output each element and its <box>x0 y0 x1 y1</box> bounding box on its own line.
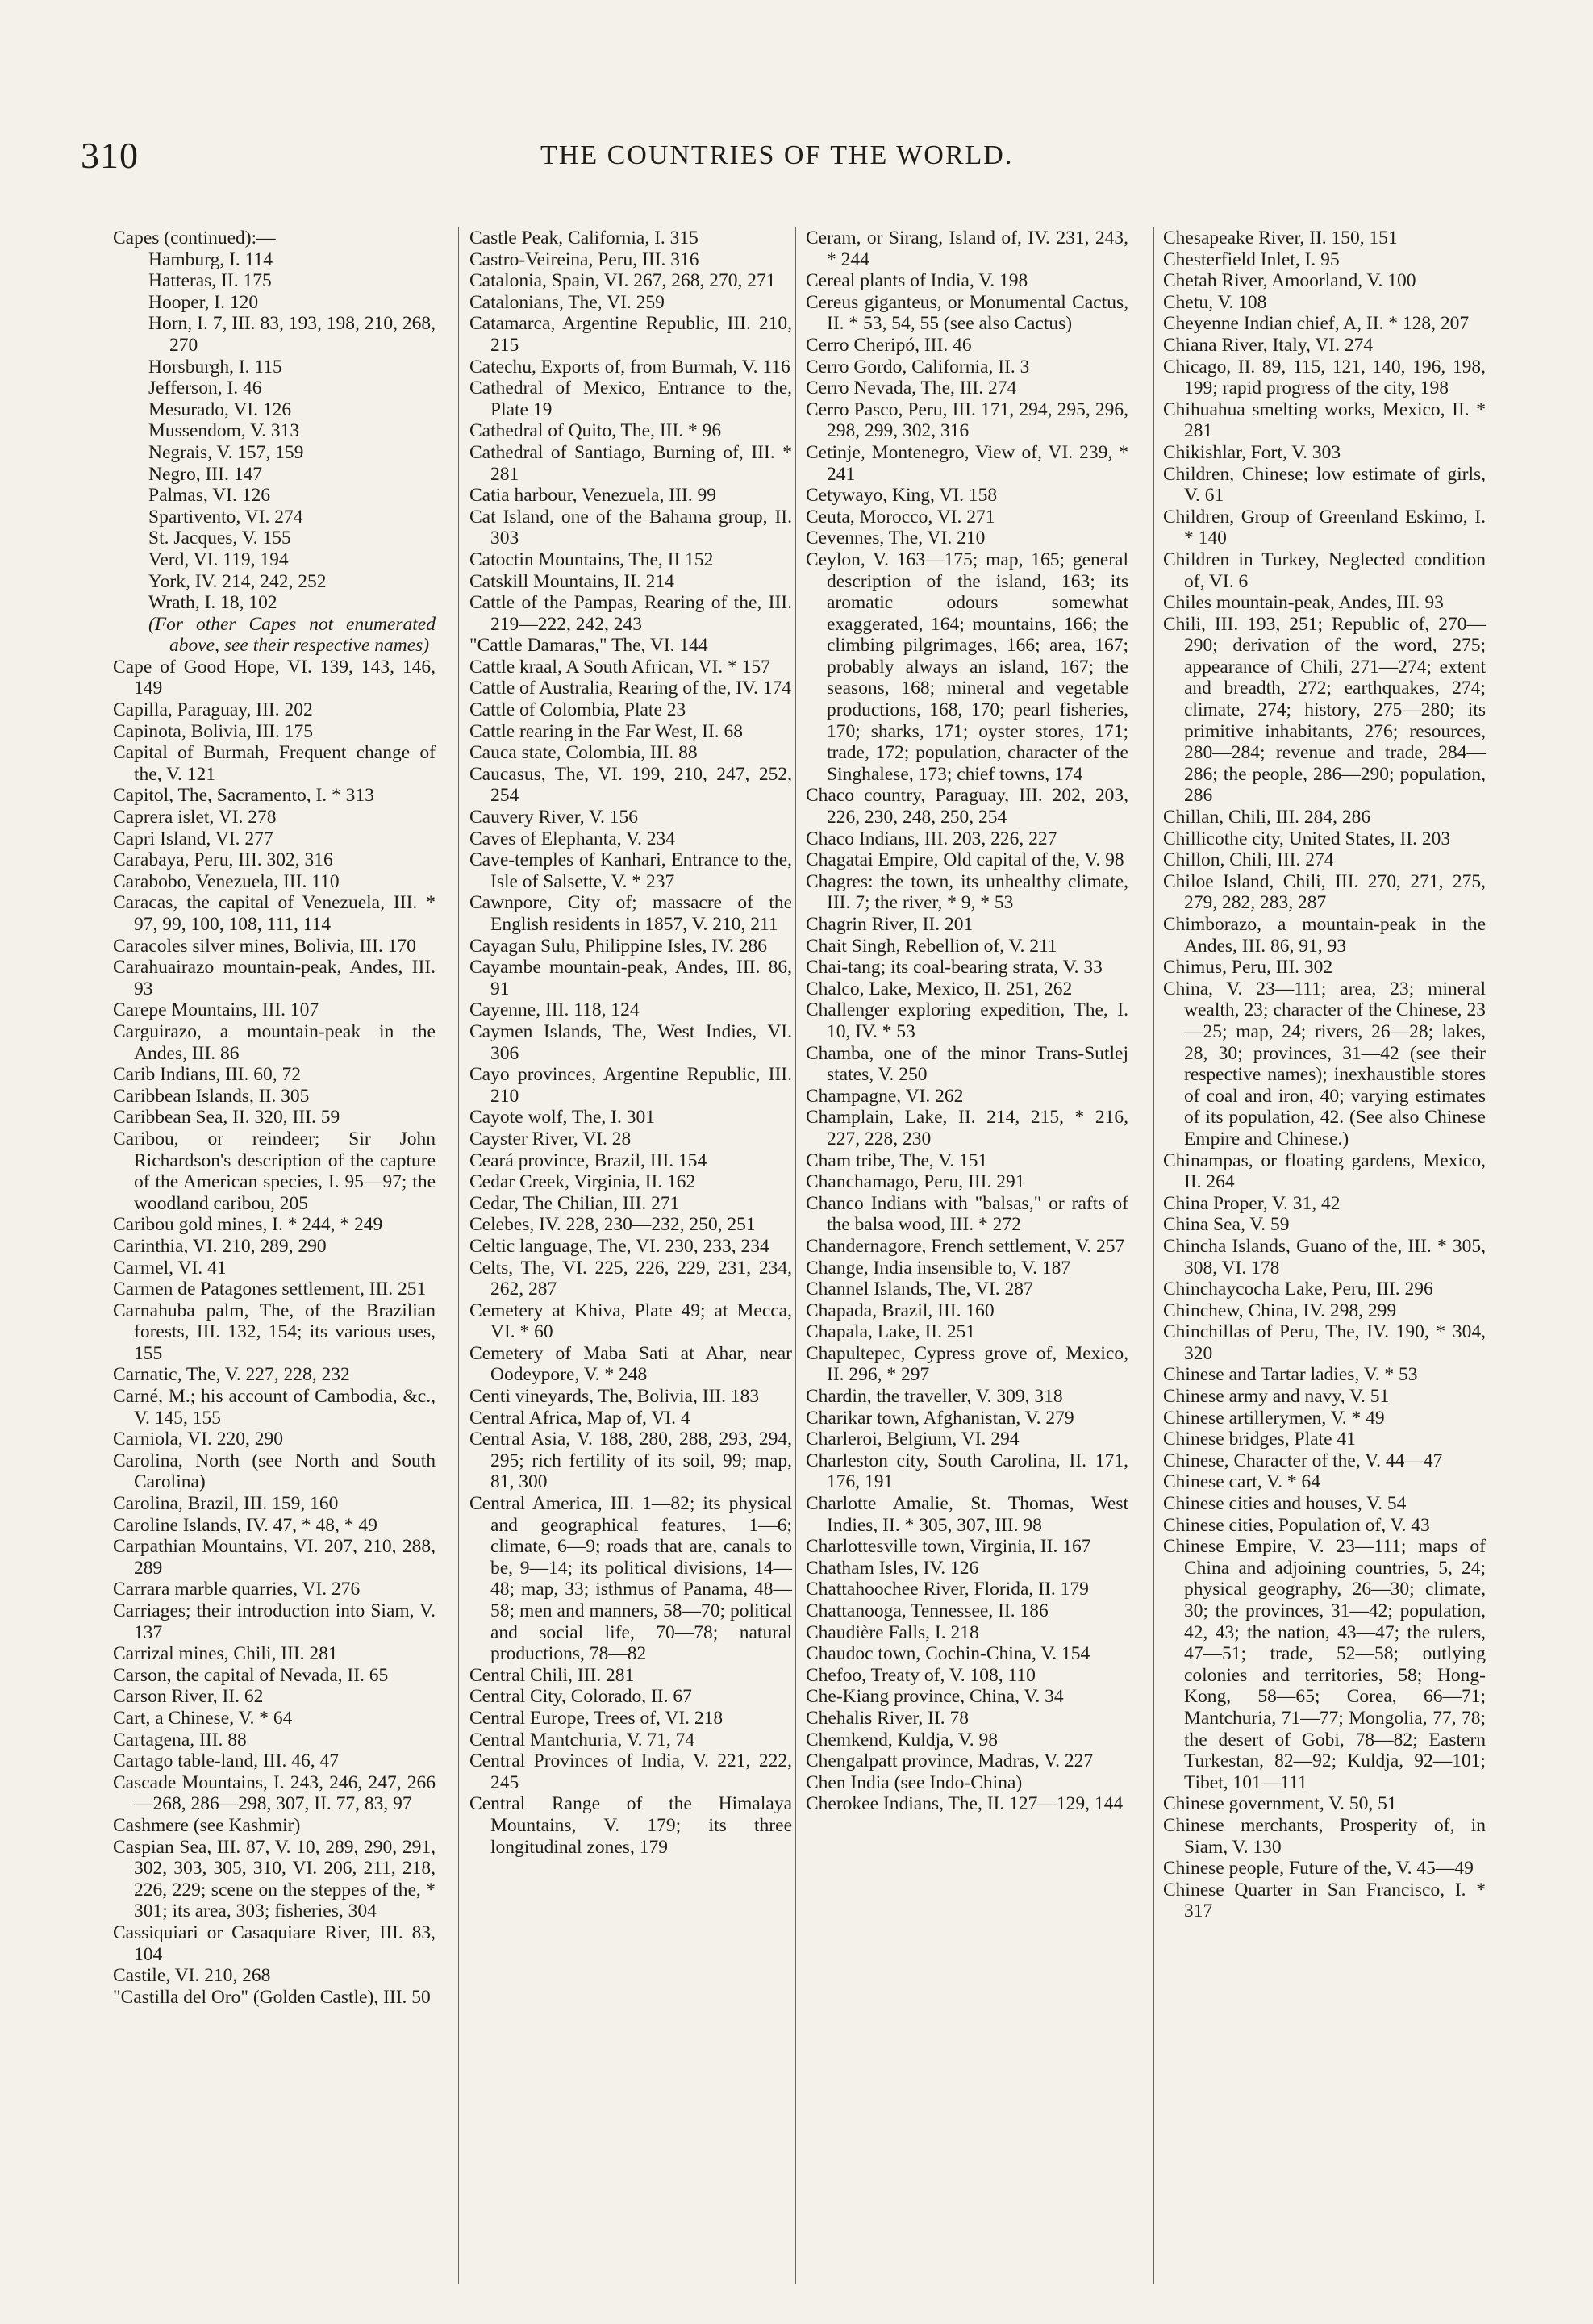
column-rule <box>795 227 796 2284</box>
index-entry: Chihuahua smelting works, Mexico, II. * 281 <box>1163 398 1486 442</box>
index-entry: Chapala, Lake, II. 251 <box>806 1321 976 1343</box>
index-entry: Chesterfield Inlet, I. 95 <box>1163 248 1340 270</box>
index-entry: Che-Kiang province, China, V. 34 <box>806 1686 1064 1708</box>
index-entry: Catamarca, Argentine Republic, III. 210, 215 <box>469 313 792 356</box>
index-entry: Verd, VI. 119, 194 <box>148 549 289 570</box>
index-entry: Chanchamago, Peru, III. 291 <box>806 1171 1025 1193</box>
index-entry: Chattahoochee River, Florida, II. 179 <box>806 1579 1089 1600</box>
index-entry: Cauca state, Colombia, III. 88 <box>469 742 698 764</box>
index-entry: Change, India insensible to, V. 187 <box>806 1257 1071 1279</box>
index-entry: Caribbean Islands, II. 305 <box>113 1085 310 1107</box>
index-entry: Capes (continued):— <box>113 227 276 248</box>
index-entry: Chardin, the traveller, V. 309, 318 <box>806 1386 1063 1408</box>
index-entry: Chicago, II. 89, 115, 121, 140, 196, 198, 199; rapid progress of the city, 198 <box>1163 356 1486 399</box>
page-number: 310 <box>81 135 139 176</box>
index-entry: Charlottesville town, Virginia, II. 167 <box>806 1536 1091 1558</box>
index-entry: Central Provinces of India, V. 221, 222, 245 <box>469 1750 792 1793</box>
index-entry: Cat Island, one of the Bahama group, II. 303 <box>469 506 792 549</box>
index-entry: Chetah River, Amoorland, V. 100 <box>1163 270 1416 292</box>
index-entry: Carabobo, Venezuela, III. 110 <box>113 870 340 892</box>
index-entry: Chaudière Falls, I. 218 <box>806 1621 979 1643</box>
index-entry: Central Europe, Trees of, VI. 218 <box>469 1707 724 1729</box>
index-entry: Chinese, Character of the, V. 44—47 <box>1163 1450 1443 1471</box>
index-entry: Cassiquiari or Casaquiare River, III. 83, 104 <box>113 1921 436 1965</box>
index-entry: Challenger exploring expedition, The, I. 10, IV. * 53 <box>806 999 1128 1042</box>
index-entry: Charleston city, South Carolina, II. 171, 176, 191 <box>806 1450 1128 1493</box>
index-entry: Charleroi, Belgium, VI. 294 <box>806 1429 1020 1450</box>
index-entry: Cereus giganteus, or Monumental Cactus, II. * 53, 54, 55 (see also Cactus) <box>806 291 1128 335</box>
index-entry: Capital of Burmah, Frequent change of the, V. 121 <box>113 742 436 785</box>
index-entry: Chagatai Empire, Old capital of the, V. 98 <box>806 849 1124 871</box>
index-entry: Cayenne, III. 118, 124 <box>469 999 640 1021</box>
index-entry: Chinese army and navy, V. 51 <box>1163 1386 1390 1408</box>
index-entry: Chinese government, V. 50, 51 <box>1163 1793 1397 1815</box>
index-entry: Carrizal mines, Chili, III. 281 <box>113 1643 338 1665</box>
index-entry: Ceram, or Sirang, Island of, IV. 231, 243, * 244 <box>806 227 1128 270</box>
index-entry: Cayster River, VI. 28 <box>469 1128 632 1149</box>
index-entry: Catalonia, Spain, VI. 267, 268, 270, 271 <box>469 270 776 292</box>
index-entry: Charlotte Amalie, St. Thomas, West Indies, II. * 305, 307, III. 98 <box>806 1493 1128 1536</box>
index-entry: Carolina, North (see North and South Carolina) <box>113 1450 436 1493</box>
index-entry: Cetinje, Montenegro, View of, VI. 239, * 241 <box>806 441 1128 485</box>
index-entry: Cape of Good Hope, VI. 139, 143, 146, 149 <box>113 656 436 699</box>
index-entry: Celtic language, The, VI. 230, 233, 234 <box>469 1235 769 1257</box>
index-column-3 <box>806 227 1128 1815</box>
index-entry: Cedar Creek, Virginia, II. 162 <box>469 1171 696 1193</box>
index-entry: Central City, Colorado, II. 67 <box>469 1686 692 1708</box>
index-entry: Cerro Cheripó, III. 46 <box>806 334 972 356</box>
column-rule <box>1153 227 1154 2284</box>
index-entry: Chinese artillerymen, V. * 49 <box>1163 1407 1385 1429</box>
index-entry: Chinchew, China, IV. 298, 299 <box>1163 1300 1397 1321</box>
index-entry: Chapultepec, Cypress grove of, Mexico, II. 296, * 297 <box>806 1342 1128 1386</box>
index-entry: Chatham Isles, IV. 126 <box>806 1557 979 1579</box>
index-entry: Carriages; their introduction into Siam, V. 137 <box>113 1600 436 1643</box>
index-entry: Spartivento, VI. 274 <box>148 506 303 528</box>
index-entry: Caves of Elephanta, V. 234 <box>469 828 675 849</box>
index-entry: Carmel, VI. 41 <box>113 1257 227 1279</box>
index-entry: Caribbean Sea, II. 320, III. 59 <box>113 1107 340 1129</box>
index-entry: Cemetery at Khiva, Plate 49; at Mecca, VI. * 60 <box>469 1300 792 1343</box>
index-entry: Cave-temples of Kanhari, Entrance to the, Isle of Salsette, V. * 237 <box>469 849 792 892</box>
index-entry: Chinchaycocha Lake, Peru, III. 296 <box>1163 1279 1433 1300</box>
index-entry: Cascade Mountains, I. 243, 246, 247, 266—268, 286—298, 307, II. 77, 83, 97 <box>113 1771 436 1815</box>
index-entry: Central Mantchuria, V. 71, 74 <box>469 1729 695 1750</box>
index-entry: Carné, M.; his account of Cambodia, &c., V. 145, 155 <box>113 1386 436 1429</box>
index-entry: Carinthia, VI. 210, 289, 290 <box>113 1235 327 1257</box>
index-entry: Chillon, Chili, III. 274 <box>1163 849 1334 871</box>
index-entry: Chili, III. 193, 251; Republic of, 270—290; derivation of the word, 275; appearance of Chili, 271—274; extent and breadth, 272; earthquakes, 274; climate, 274; history, 275—280; its primitive inhabitants, 276; resources, 280—284; revenue and trade, 284—286; the people, 286—290; population, 286 <box>1163 613 1486 807</box>
index-entry: Cattle of the Pampas, Rearing of the, III. 219—222, 242, 243 <box>469 592 792 635</box>
index-entry: Carolina, Brazil, III. 159, 160 <box>113 1493 339 1515</box>
index-column-1 <box>113 227 436 2008</box>
index-entry: Cheyenne Indian chief, A, II. * 128, 207 <box>1163 313 1470 335</box>
index-entry: China Sea, V. 59 <box>1163 1214 1290 1236</box>
index-entry: Caucasus, The, VI. 199, 210, 247, 252, 254 <box>469 763 792 807</box>
index-entry: Caspian Sea, III. 87, V. 10, 289, 290, 291, 302, 303, 305, 310, VI. 206, 211, 218, 226, 229; scene on the steppes of the, * 301; its area, 303; fisheries, 304 <box>113 1836 436 1922</box>
index-entry: Cauvery River, V. 156 <box>469 807 639 828</box>
index-entry: Chemkend, Kuldja, V. 98 <box>806 1729 999 1750</box>
index-entry: Cathedral of Santiago, Burning of, III. * 281 <box>469 441 792 485</box>
index-entry: Cathedral of Quito, The, III. * 96 <box>469 420 722 442</box>
index-entry: Chengalpatt province, Madras, V. 227 <box>806 1750 1094 1772</box>
index-entry: Chaco Indians, III. 203, 226, 227 <box>806 828 1057 849</box>
index-entry: Central America, III. 1—82; its physical and geographical features, 1—6; climate, 6—9; roads that are, canals to be, 9—14; its political divisions, 14—48; map, 33; isthmus of Panama, 48—58; men and manners, 58—70; political and social life, 70—78; natural productions, 78—82 <box>469 1493 792 1665</box>
index-entry: Cayo provinces, Argentine Republic, III. 210 <box>469 1064 792 1107</box>
index-entry: Mussendom, V. 313 <box>148 420 300 442</box>
index-entry: Catia harbour, Venezuela, III. 99 <box>469 485 716 507</box>
index-entry: Chiles mountain-peak, Andes, III. 93 <box>1163 592 1444 614</box>
index-entry: Cart, a Chinese, V. * 64 <box>113 1707 293 1729</box>
index-entry: Hooper, I. 120 <box>148 291 259 313</box>
index-entry: Chiana River, Italy, VI. 274 <box>1163 334 1374 356</box>
index-columns <box>113 227 1581 2293</box>
index-entry: Carson, the capital of Nevada, II. 65 <box>113 1664 389 1686</box>
index-entry: Chikishlar, Fort, V. 303 <box>1163 441 1341 463</box>
index-entry: Cartago table-land, III. 46, 47 <box>113 1750 339 1772</box>
index-entry: Chinampas, or floating gardens, Mexico, II. 264 <box>1163 1149 1486 1193</box>
index-entry: Children, Chinese; low estimate of girls, V. 61 <box>1163 463 1486 507</box>
index-entry: Chillicothe city, United States, II. 203 <box>1163 828 1451 849</box>
index-entry: Chinese cities and houses, V. 54 <box>1163 1493 1407 1515</box>
index-entry: Chattanooga, Tennessee, II. 186 <box>806 1600 1049 1621</box>
index-entry: York, IV. 214, 242, 252 <box>148 570 327 592</box>
index-entry: Chetu, V. 108 <box>1163 291 1267 313</box>
index-entry: Caribou, or reindeer; Sir John Richardson's description of the capture of the American species, I. 95—97; the woodland caribou, 205 <box>113 1128 436 1214</box>
index-entry: Chait Singh, Rebellion of, V. 211 <box>806 935 1057 957</box>
index-entry: Capri Island, VI. 277 <box>113 828 273 849</box>
index-entry: Chinese Empire, V. 23—111; maps of China and adjoining countries, 5, 24; physical geography, 26—30; climate, 30; the provinces, 31—42; population, 42, 43; the nation, 43—47; the rulers, 47—51; trade, 52—58; outlying colonies and territories, 58; Hong-Kong, 58—65; Corea, 66—71; Mantchuria, 71—77; Mongolia, 77, 78; the desert of Gobi, 78—82; Eastern Turkestan, 82—92; Kuldja, 92—101; Tibet, 101—111 <box>1163 1536 1486 1793</box>
index-entry: Caymen Islands, The, West Indies, VI. 306 <box>469 1020 792 1064</box>
index-entry: Carnatic, The, V. 227, 228, 232 <box>113 1364 350 1386</box>
index-entry: Celebes, IV. 228, 230—232, 250, 251 <box>469 1214 756 1236</box>
index-entry: Hatteras, II. 175 <box>148 270 272 292</box>
index-entry: Carniola, VI. 220, 290 <box>113 1429 284 1450</box>
index-entry: Cayagan Sulu, Philippine Isles, IV. 286 <box>469 935 768 957</box>
index-entry: Cartagena, III. 88 <box>113 1729 247 1750</box>
index-entry: Cattle kraal, A South African, VI. * 157 <box>469 656 770 678</box>
index-entry: Cayambe mountain-peak, Andes, III. 86, 91 <box>469 957 792 999</box>
index-entry: Cereal plants of India, V. 198 <box>806 270 1028 292</box>
index-entry: Capinota, Bolivia, III. 175 <box>113 720 314 742</box>
index-entry: Chen India (see Indo-China) <box>806 1771 1023 1793</box>
index-entry: Carib Indians, III. 60, 72 <box>113 1064 301 1086</box>
index-entry: Catoctin Mountains, The, II 152 <box>469 549 714 570</box>
index-entry: Children, Group of Greenland Eskimo, I. * 140 <box>1163 506 1486 549</box>
index-entry: Ceará province, Brazil, III. 154 <box>469 1149 707 1171</box>
index-entry: Cetywayo, King, VI. 158 <box>806 485 998 507</box>
index-entry: Central Chili, III. 281 <box>469 1664 635 1686</box>
index-entry: Central Range of the Himalaya Mountains, V. 179; its three longitudinal zones, 179 <box>469 1793 792 1858</box>
index-entry: Caprera islet, VI. 278 <box>113 807 277 828</box>
index-entry: Horsburgh, I. 115 <box>148 356 282 378</box>
index-entry: Cham tribe, The, V. 151 <box>806 1149 988 1171</box>
index-entry: Castle Peak, California, I. 315 <box>469 227 699 248</box>
index-entry: Carepe Mountains, III. 107 <box>113 999 319 1021</box>
index-entry: Chandernagore, French settlement, V. 257 <box>806 1235 1125 1257</box>
index-entry: Chinese and Tartar ladies, V. * 53 <box>1163 1364 1418 1386</box>
index-entry: Chamba, one of the minor Trans-Sutlej states, V. 250 <box>806 1042 1128 1086</box>
index-entry: Chapada, Brazil, III. 160 <box>806 1300 995 1321</box>
index-entry: Chinese merchants, Prosperity of, in Siam, V. 130 <box>1163 1814 1486 1858</box>
index-entry: Catalonians, The, VI. 259 <box>469 291 665 313</box>
index-entry: Champlain, Lake, II. 214, 215, * 216, 227, 228, 230 <box>806 1107 1128 1149</box>
index-entry: Wrath, I. 18, 102 <box>148 592 277 614</box>
index-entry: Celts, The, VI. 225, 226, 229, 231, 234, 262, 287 <box>469 1257 792 1300</box>
running-title: THE COUNTRIES OF THE WORLD. <box>540 140 1014 170</box>
index-entry: Chalco, Lake, Mexico, II. 251, 262 <box>806 978 1073 999</box>
index-entry: Carguirazo, a mountain-peak in the Andes, III. 86 <box>113 1020 436 1064</box>
index-entry: Caroline Islands, IV. 47, * 48, * 49 <box>113 1514 377 1536</box>
index-entry: Carrara marble quarries, VI. 276 <box>113 1579 361 1600</box>
index-entry: Carahuairazo mountain-peak, Andes, III. 93 <box>113 957 436 999</box>
index-entry: Central Africa, Map of, VI. 4 <box>469 1407 690 1429</box>
index-entry: Cathedral of Mexico, Entrance to the, Plate 19 <box>469 378 792 420</box>
index-entry: Chincha Islands, Guano of the, III. * 305, 308, VI. 178 <box>1163 1235 1486 1279</box>
index-entry: Children in Turkey, Neglected condition of, VI. 6 <box>1163 549 1486 592</box>
index-entry: Caribou gold mines, I. * 244, * 249 <box>113 1214 383 1236</box>
index-entry: Chagres: the town, its unhealthy climate, III. 7; the river, * 9, * 53 <box>806 870 1128 914</box>
index-entry: Cattle of Australia, Rearing of the, IV. 174 <box>469 678 791 699</box>
index-entry: Ceylon, V. 163—175; map, 165; general description of the island, 163; its aromatic odours somewhat exaggerated, 164; mountains, 166; the climbing pilgrimages, 166; area, 167; probably always an island, 167; the seasons, 168; mineral and vegetable productions, 168, 170; pearl fisheries, 170; sharks, 171; oyster stores, 171; trade, 172; population, character of the Singhalese, 173; chief towns, 174 <box>806 549 1128 785</box>
column-rule <box>458 227 459 2284</box>
index-entry: Capitol, The, Sacramento, I. * 313 <box>113 785 374 807</box>
index-entry: Palmas, VI. 126 <box>148 485 271 507</box>
index-entry: Chinese people, Future of the, V. 45—49 <box>1163 1858 1474 1880</box>
index-entry: Castro-Veireina, Peru, III. 316 <box>469 248 699 270</box>
index-entry: Ceuta, Morocco, VI. 271 <box>806 506 995 528</box>
index-entry: Cemetery of Maba Sati at Ahar, near Oodeypore, V. * 248 <box>469 1342 792 1386</box>
index-entry: Cattle rearing in the Far West, II. 68 <box>469 720 743 742</box>
index-column-4 <box>1163 227 1486 1922</box>
index-entry: Jefferson, I. 46 <box>148 378 262 399</box>
index-entry: St. Jacques, V. 155 <box>148 528 291 549</box>
index-entry: Chaco country, Paraguay, III. 202, 203, 226, 230, 248, 250, 254 <box>806 785 1128 828</box>
index-entry: Chanco Indians with "balsas," or rafts of the balsa wood, III. * 272 <box>806 1192 1128 1236</box>
index-entry: Chai-tang; its coal-bearing strata, V. 33 <box>806 957 1103 978</box>
index-entry: Cattle of Colombia, Plate 23 <box>469 699 686 721</box>
index-entry: Chinese Quarter in San Francisco, I. * 317 <box>1163 1879 1486 1922</box>
index-entry: Cerro Gordo, California, II. 3 <box>806 356 1030 378</box>
index-entry: Cevennes, The, VI. 210 <box>806 528 986 549</box>
index-entry: Chimborazo, a mountain-peak in the Andes, III. 86, 91, 93 <box>1163 914 1486 957</box>
index-entry: Central Asia, V. 188, 280, 288, 293, 294, 295; rich fertility of its soil, 99; map, 81, 300 <box>469 1429 792 1493</box>
index-entry: Carnahuba palm, The, of the Brazilian forests, III. 132, 154; its various uses, 155 <box>113 1300 436 1364</box>
index-entry: Chimus, Peru, III. 302 <box>1163 957 1333 978</box>
index-entry: Caracas, the capital of Venezuela, III. * 97, 99, 100, 108, 111, 114 <box>113 892 436 935</box>
index-entry: Capilla, Paraguay, III. 202 <box>113 699 313 721</box>
index-entry: Negrais, V. 157, 159 <box>148 441 304 463</box>
index-entry: Chinese cart, V. * 64 <box>1163 1471 1320 1493</box>
index-entry: Carmen de Patagones settlement, III. 251 <box>113 1279 427 1300</box>
index-column-2 <box>469 227 792 1858</box>
index-entry: Chinchillas of Peru, The, IV. 190, * 304, 320 <box>1163 1321 1486 1364</box>
index-entry: "Cattle Damaras," The, VI. 144 <box>469 635 708 657</box>
index-entry: Castile, VI. 210, 268 <box>113 1965 271 1987</box>
index-entry: Horn, I. 7, III. 83, 193, 198, 210, 268, 270 <box>148 313 436 356</box>
index-entry: Champagne, VI. 262 <box>806 1085 964 1107</box>
index-entry: (For other Capes not enumerated above, see their respective names) <box>148 613 436 657</box>
index-entry: Negro, III. 147 <box>148 463 262 485</box>
index-entry: Carson River, II. 62 <box>113 1686 264 1708</box>
index-entry: Caracoles silver mines, Bolivia, III. 170 <box>113 935 416 957</box>
index-entry: Chagrin River, II. 201 <box>806 914 974 935</box>
index-entry: China, V. 23—111; area, 23; mineral wealth, 23; character of the Chinese, 23—25; map, 24; rivers, 26—28; lakes, 28, 30; provinces, 31—42 (see their respective names); inexhaustible stores of coal and iron, 40; varying estimates of its population, 42. (See also Chinese Empire and Chinese.) <box>1163 978 1486 1149</box>
index-entry: Chesapeake River, II. 150, 151 <box>1163 227 1398 248</box>
index-entry: Cherokee Indians, The, II. 127—129, 144 <box>806 1793 1124 1815</box>
index-entry: China Proper, V. 31, 42 <box>1163 1192 1341 1214</box>
index-entry: Cashmere (see Kashmir) <box>113 1814 301 1836</box>
index-entry: "Castilla del Oro" (Golden Castle), III. 50 <box>113 1986 431 2008</box>
index-entry: Cedar, The Chilian, III. 271 <box>469 1192 680 1214</box>
index-entry: Catskill Mountains, II. 214 <box>469 570 674 592</box>
index-entry: Chinese bridges, Plate 41 <box>1163 1429 1356 1450</box>
index-entry: Chillan, Chili, III. 284, 286 <box>1163 807 1371 828</box>
index-entry: Catechu, Exports of, from Burmah, V. 116 <box>469 356 790 378</box>
index-entry: Charikar town, Afghanistan, V. 279 <box>806 1407 1074 1429</box>
index-entry: Chiloe Island, Chili, III. 270, 271, 275, 279, 282, 283, 287 <box>1163 870 1486 914</box>
index-entry: Cayote wolf, The, I. 301 <box>469 1107 655 1129</box>
index-entry: Chefoo, Treaty of, V. 108, 110 <box>806 1664 1036 1686</box>
index-entry: Chehalis River, II. 78 <box>806 1707 970 1729</box>
index-entry: Channel Islands, The, VI. 287 <box>806 1279 1033 1300</box>
index-entry: Cerro Nevada, The, III. 274 <box>806 378 1017 399</box>
index-entry: Mesurado, VI. 126 <box>148 398 292 420</box>
index-entry: Cerro Pasco, Peru, III. 171, 294, 295, 296, 298, 299, 302, 316 <box>806 398 1128 442</box>
index-entry: Centi vineyards, The, Bolivia, III. 183 <box>469 1386 760 1408</box>
index-entry: Chaudoc town, Cochin-China, V. 154 <box>806 1643 1090 1665</box>
index-entry: Chinese cities, Population of, V. 43 <box>1163 1514 1430 1536</box>
index-entry: Carabaya, Peru, III. 302, 316 <box>113 849 333 871</box>
index-entry: Hamburg, I. 114 <box>148 248 273 270</box>
index-entry: Carpathian Mountains, VI. 207, 210, 288, 289 <box>113 1536 436 1579</box>
index-entry: Cawnpore, City of; massacre of the English residents in 1857, V. 210, 211 <box>469 892 792 935</box>
